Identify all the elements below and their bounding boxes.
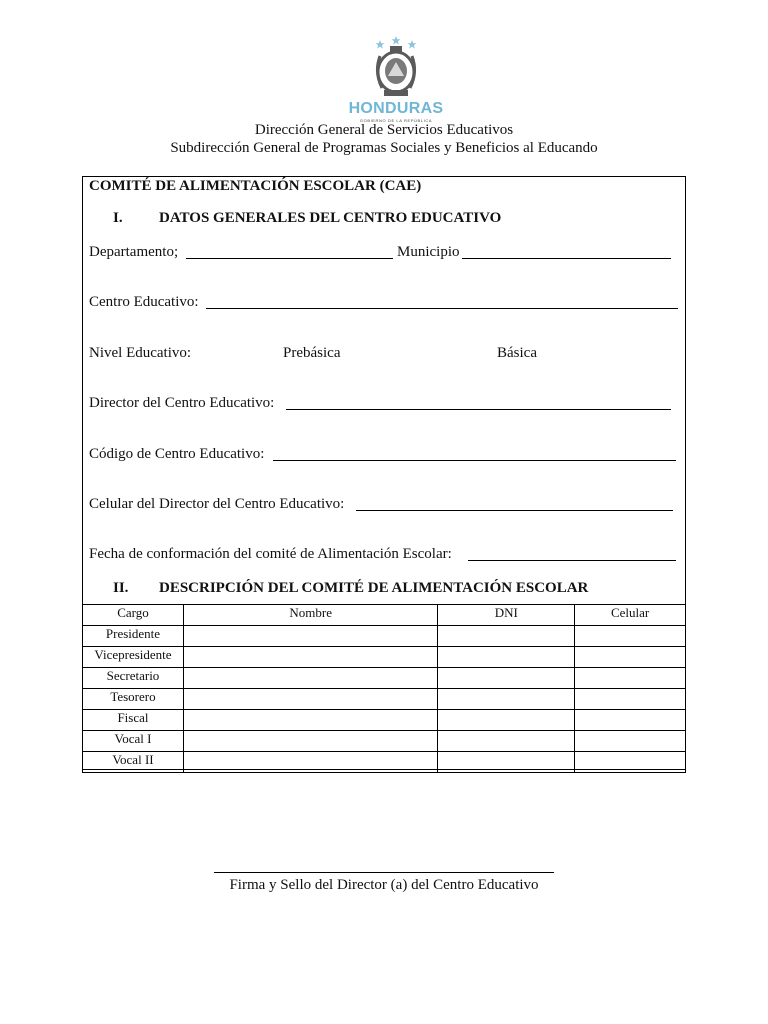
table-row (83, 710, 686, 731)
dni-cell[interactable] (438, 626, 575, 647)
celular-director-label: Celular del Director del Centro Educativo: (89, 496, 345, 512)
nombre-cell[interactable] (183, 710, 437, 731)
centro-educativo-label: Centro Educativo: (89, 294, 199, 310)
municipio-field[interactable] (462, 258, 671, 259)
nombre-cell[interactable] (183, 626, 437, 647)
role-cell: Vicepresidente (83, 647, 184, 668)
director-label: Director del Centro Educativo: (89, 395, 275, 411)
signature-label: Firma y Sello del Director (a) del Centro Educativo (229, 877, 539, 893)
celular-cell[interactable] (575, 710, 686, 731)
section-1-number: I. (113, 210, 123, 226)
table-row (83, 626, 686, 647)
header-directorate: Dirección General de Servicios Educativos (254, 122, 514, 138)
celular-cell[interactable] (575, 647, 686, 668)
role-cell: Secretario (83, 668, 184, 689)
section-1-title: DATOS GENERALES DEL CENTRO EDUCATIVO (159, 210, 502, 226)
column-header-nombre: Nombre (183, 605, 437, 626)
nombre-cell[interactable] (183, 647, 437, 668)
nombre-cell[interactable] (183, 668, 437, 689)
departamento-label: Departamento; (89, 244, 179, 260)
centro-educativo-field[interactable] (206, 308, 678, 309)
role-cell: Presidente (83, 626, 184, 647)
municipio-label: Municipio (397, 244, 460, 260)
section-2-title: DESCRIPCIÓN DEL COMITÉ DE ALIMENTACIÓN ESCOLAR (159, 580, 589, 596)
codigo-field[interactable] (273, 460, 676, 461)
celular-cell[interactable] (575, 731, 686, 752)
committee-table (82, 604, 686, 773)
table-row (83, 668, 686, 689)
dni-cell[interactable] (438, 731, 575, 752)
table-header-row (83, 605, 686, 626)
form-title: COMITÉ DE ALIMENTACIÓN ESCOLAR (CAE) (89, 178, 422, 194)
column-header-cargo: Cargo (83, 605, 184, 626)
role-cell: Fiscal (83, 710, 184, 731)
dni-cell[interactable] (438, 668, 575, 689)
role-cell: Vocal I (83, 731, 184, 752)
nivel-educativo-label: Nivel Educativo: (89, 345, 192, 361)
role-cell: Vocal II (83, 752, 184, 773)
nombre-cell[interactable] (183, 752, 437, 773)
section-2-number: II. (113, 580, 129, 596)
nivel-prebasica-option[interactable]: Prebásica (283, 345, 341, 361)
nombre-cell[interactable] (183, 689, 437, 710)
signature-line[interactable] (214, 872, 554, 873)
dni-cell[interactable] (438, 647, 575, 668)
fecha-conformacion-field[interactable] (468, 560, 676, 561)
fecha-conformacion-label: Fecha de conformación del comité de Alimentación Escolar: (89, 546, 452, 562)
coat-of-arms-icon (346, 34, 446, 100)
departamento-field[interactable] (186, 258, 393, 259)
celular-director-field[interactable] (356, 510, 673, 511)
celular-cell[interactable] (575, 689, 686, 710)
column-header-celular: Celular (575, 605, 686, 626)
table-row (83, 752, 686, 773)
role-cell: Tesorero (83, 689, 184, 710)
dni-cell[interactable] (438, 752, 575, 773)
honduras-logo (346, 34, 446, 130)
celular-cell[interactable] (575, 752, 686, 773)
logo-wordmark: HONDURAS (348, 100, 444, 117)
header-subdirectorate: Subdirección General de Programas Sociales y Beneficios al Educando (170, 140, 598, 156)
table-row (83, 689, 686, 710)
table-row (83, 647, 686, 668)
dni-cell[interactable] (438, 710, 575, 731)
nivel-basica-option[interactable]: Básica (497, 345, 537, 361)
nombre-cell[interactable] (183, 731, 437, 752)
celular-cell[interactable] (575, 626, 686, 647)
column-header-dni: DNI (438, 605, 575, 626)
director-field[interactable] (286, 409, 671, 410)
celular-cell[interactable] (575, 668, 686, 689)
codigo-label: Código de Centro Educativo: (89, 446, 265, 462)
dni-cell[interactable] (438, 689, 575, 710)
table-row (83, 731, 686, 752)
logo-subtitle: GOBIERNO DE LA REPÚBLICA (359, 118, 433, 123)
